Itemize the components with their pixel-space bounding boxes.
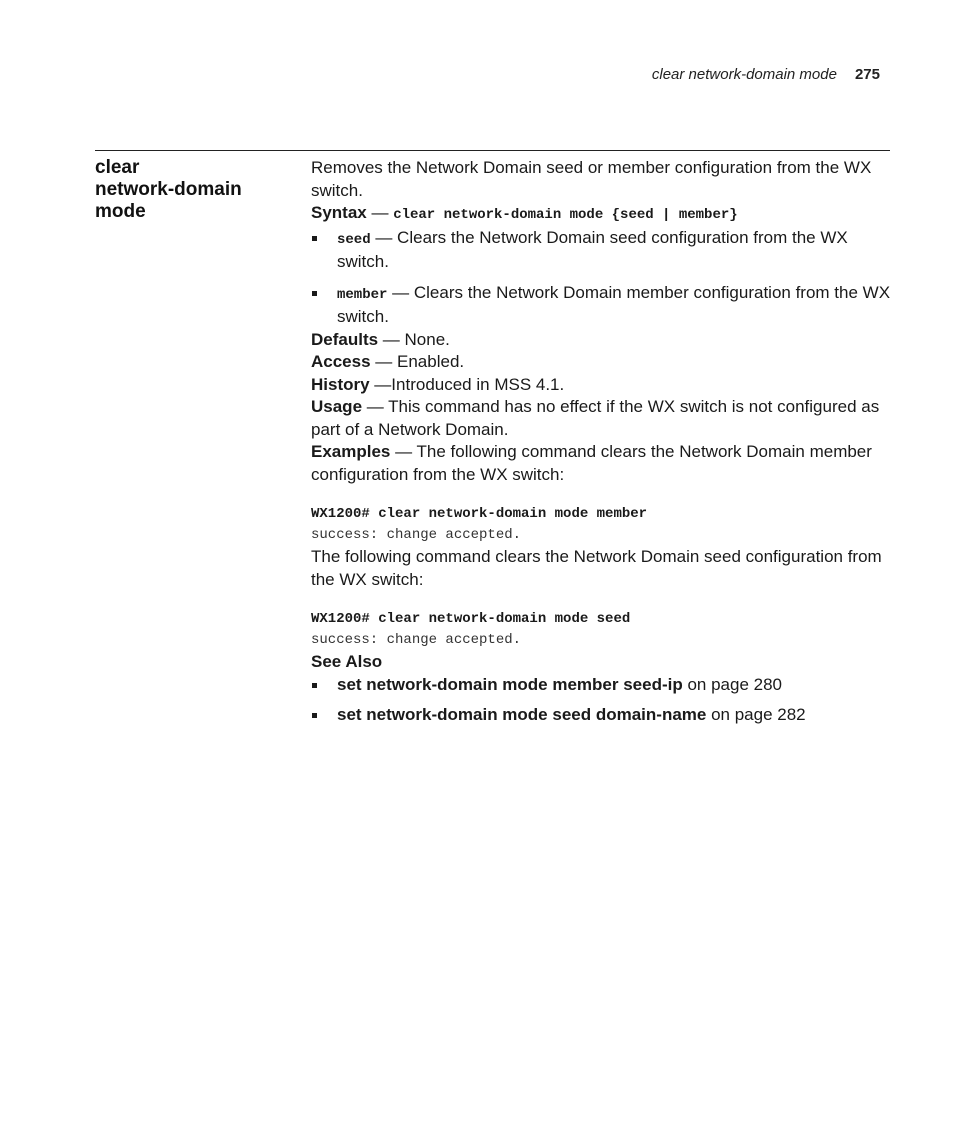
history-label: History bbox=[311, 374, 370, 394]
list-item bbox=[311, 704, 891, 727]
see-also-heading: See Also bbox=[311, 652, 383, 671]
list-item bbox=[311, 674, 891, 697]
code-example-2 bbox=[311, 609, 891, 651]
access-label: Access bbox=[311, 352, 371, 371]
see-also-link[interactable]: set network-domain mode seed domain-name bbox=[337, 705, 707, 724]
usage-line bbox=[311, 396, 891, 441]
list-item bbox=[311, 282, 891, 329]
syntax-dash: — bbox=[366, 203, 394, 222]
command-title-line-1: clear bbox=[95, 157, 140, 178]
defaults-label: Defaults bbox=[311, 329, 379, 349]
code-output: success: change accepted. bbox=[311, 632, 522, 648]
option-text: — Clears the Network Domain member configuration from the WX switch. bbox=[337, 282, 891, 326]
code-output: success: change accepted. bbox=[311, 527, 522, 543]
history-text: —Introduced in MSS 4.1. bbox=[369, 374, 565, 394]
command-title bbox=[95, 157, 295, 223]
section-divider bbox=[95, 150, 890, 151]
option-list bbox=[311, 227, 891, 329]
syntax-label: Syntax bbox=[311, 203, 367, 222]
examples-text: — The following command clears the Network Domain member configuration from the WX switch: bbox=[311, 442, 872, 484]
code-command: WX1200# clear network-domain mode member bbox=[311, 506, 648, 522]
see-also-page-ref: on page 282 bbox=[706, 705, 806, 724]
see-also-list bbox=[311, 674, 891, 727]
usage-text: — This command has no effect if the WX switch is not configured as part of a Network Domain. bbox=[311, 397, 880, 439]
option-keyword: member bbox=[337, 286, 388, 303]
running-title: clear network-domain mode bbox=[651, 66, 837, 83]
see-also-link[interactable]: set network-domain mode member seed-ip bbox=[337, 674, 683, 694]
usage-label: Usage bbox=[311, 397, 363, 416]
history-line bbox=[311, 374, 891, 397]
examples-line bbox=[311, 441, 891, 486]
defaults-line bbox=[311, 329, 891, 352]
access-text: — Enabled. bbox=[370, 352, 465, 371]
option-keyword: seed bbox=[337, 231, 371, 248]
command-body bbox=[311, 157, 891, 727]
code-example-1 bbox=[311, 504, 891, 546]
syntax-command: clear network-domain mode {seed | member} bbox=[393, 207, 738, 223]
command-title-line-3: mode bbox=[95, 201, 146, 222]
see-also-page-ref: on page 280 bbox=[682, 674, 783, 694]
code-command: WX1200# clear network-domain mode seed bbox=[311, 611, 631, 627]
syntax-line bbox=[311, 202, 891, 227]
page-header bbox=[652, 66, 880, 83]
defaults-text: — None. bbox=[378, 329, 450, 349]
access-line bbox=[311, 351, 891, 374]
command-title-line-2: network-domain bbox=[95, 179, 242, 200]
option-text: — Clears the Network Domain seed configuration from the WX switch. bbox=[337, 227, 848, 271]
examples-text-2: The following command clears the Network Domain seed configuration from the WX switch: bbox=[311, 547, 882, 589]
description: Removes the Network Domain seed or member configuration from the WX switch. bbox=[311, 158, 872, 200]
page-number: 275 bbox=[854, 66, 880, 83]
list-item bbox=[311, 227, 891, 274]
examples-label: Examples bbox=[311, 442, 391, 461]
